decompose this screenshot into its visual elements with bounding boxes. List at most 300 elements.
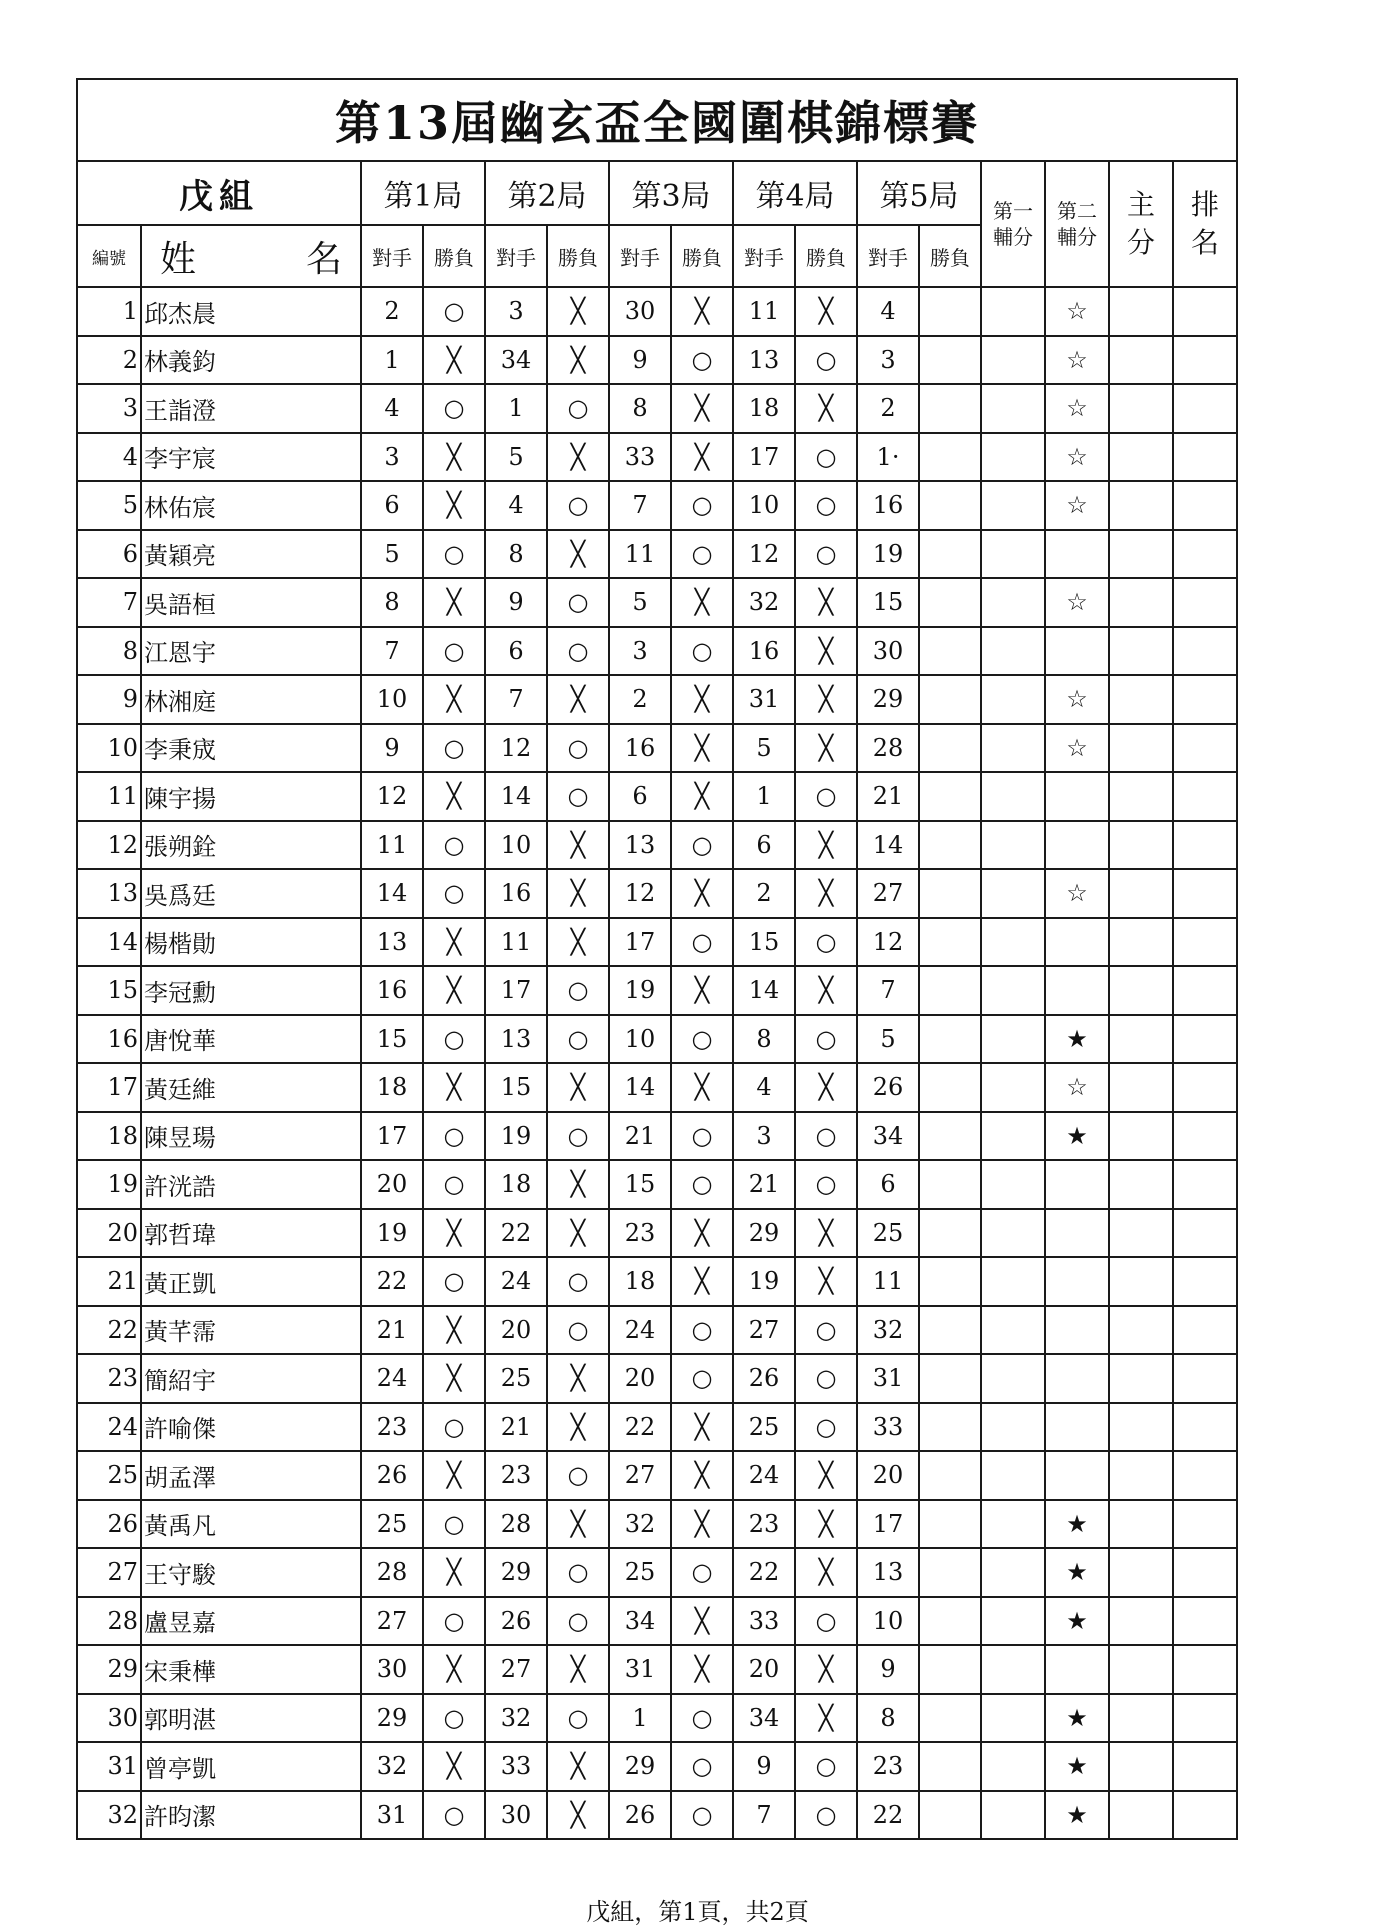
result-cell: ╳ — [423, 918, 485, 967]
opponent-cell: 21 — [361, 1306, 423, 1355]
opponent-cell: 5 — [609, 578, 671, 627]
main-score-cell — [1109, 433, 1173, 482]
aux-score-1-cell — [981, 578, 1045, 627]
player-name: 唐悅華 — [141, 1015, 361, 1064]
rank-cell — [1173, 1500, 1237, 1549]
result-cell: ╳ — [671, 578, 733, 627]
player-number: 30 — [77, 1694, 141, 1743]
opponent-cell: 8 — [857, 1694, 919, 1743]
opponent-cell: 4 — [733, 1063, 795, 1112]
opponent-cell: 9 — [361, 724, 423, 773]
aux-score-1-cell — [981, 1645, 1045, 1694]
result-cell: ╳ — [671, 1645, 733, 1694]
opponent-cell: 23 — [609, 1209, 671, 1258]
aux-score-1-cell — [981, 1791, 1045, 1840]
main-score-cell — [1109, 1645, 1173, 1694]
opponent-cell: 30 — [609, 287, 671, 336]
player-name: 李冠勳 — [141, 966, 361, 1015]
opponent-cell: 9 — [485, 578, 547, 627]
rank-cell — [1173, 1645, 1237, 1694]
result-cell: ○ — [671, 1548, 733, 1597]
no-header: 編號 — [77, 225, 141, 287]
opponent-cell: 21 — [857, 772, 919, 821]
result-cell: ○ — [795, 1306, 857, 1355]
table-row — [77, 433, 1237, 482]
result-cell — [919, 1015, 981, 1064]
opponent-cell: 16 — [857, 481, 919, 530]
opponent-cell: 21 — [485, 1403, 547, 1452]
aux-score-2-cell — [1045, 1645, 1109, 1694]
table-row — [77, 287, 1237, 336]
result-cell: ╳ — [671, 384, 733, 433]
player-name: 李秉宬 — [141, 724, 361, 773]
result-cell: ○ — [671, 1015, 733, 1064]
opponent-cell: 2 — [609, 675, 671, 724]
aux-score-1-cell — [981, 966, 1045, 1015]
main-score-cell — [1109, 1694, 1173, 1743]
result-cell: ○ — [423, 724, 485, 773]
result-cell: ○ — [423, 869, 485, 918]
result-cell: ○ — [547, 724, 609, 773]
result-cell: ○ — [671, 1112, 733, 1161]
rank-cell — [1173, 1306, 1237, 1355]
result-cell — [919, 336, 981, 385]
opponent-cell: 2 — [857, 384, 919, 433]
aux-score-1-cell — [981, 433, 1045, 482]
result-cell: ○ — [795, 1015, 857, 1064]
aux-score-2-cell: ★ — [1045, 1694, 1109, 1743]
result-cell: ○ — [671, 821, 733, 870]
result-cell: ╳ — [795, 1063, 857, 1112]
aux-score-2-cell — [1045, 966, 1109, 1015]
result-cell: ╳ — [671, 1063, 733, 1112]
player-name: 黃穎亮 — [141, 530, 361, 579]
opponent-cell: 10 — [857, 1597, 919, 1646]
result-cell: ╳ — [547, 869, 609, 918]
aux-score-2-cell — [1045, 1209, 1109, 1258]
rank-cell — [1173, 1791, 1237, 1840]
opponent-cell: 5 — [485, 433, 547, 482]
main-score-label-a: 主 — [1126, 188, 1155, 221]
result-cell — [919, 1257, 981, 1306]
result-cell — [919, 1209, 981, 1258]
opponent-cell: 25 — [733, 1403, 795, 1452]
result-cell — [919, 821, 981, 870]
player-name: 曾亭凱 — [141, 1742, 361, 1791]
result-cell: ╳ — [795, 1209, 857, 1258]
aux1-label-b: 輔分 — [993, 225, 1033, 249]
result-cell: ○ — [795, 1791, 857, 1840]
player-number: 20 — [77, 1209, 141, 1258]
aux-score-2-cell: ★ — [1045, 1548, 1109, 1597]
main-score-cell — [1109, 1597, 1173, 1646]
player-name: 張朔銓 — [141, 821, 361, 870]
aux-score-1-cell — [981, 1403, 1045, 1452]
table-row — [77, 1354, 1237, 1403]
result-cell: ○ — [795, 918, 857, 967]
opponent-cell: 1 — [485, 384, 547, 433]
table-row — [77, 1257, 1237, 1306]
opponent-cell: 4 — [361, 384, 423, 433]
opponent-cell: 28 — [485, 1500, 547, 1549]
player-number: 27 — [77, 1548, 141, 1597]
result-cell: ╳ — [423, 1209, 485, 1258]
main-score-cell — [1109, 336, 1173, 385]
opponent-cell: 32 — [609, 1500, 671, 1549]
result-cell — [919, 1160, 981, 1209]
result-cell: ╳ — [671, 287, 733, 336]
aux-score-1-cell — [981, 772, 1045, 821]
result-cell: ╳ — [423, 1742, 485, 1791]
result-cell — [919, 1112, 981, 1161]
aux-score-2-cell: ☆ — [1045, 336, 1109, 385]
main-score-cell — [1109, 578, 1173, 627]
result-cell: ╳ — [547, 1160, 609, 1209]
result-cell: ○ — [795, 772, 857, 821]
opponent-cell: 6 — [857, 1160, 919, 1209]
rank-cell — [1173, 1451, 1237, 1500]
result-cell: ○ — [795, 1112, 857, 1161]
player-name: 許喻傑 — [141, 1403, 361, 1452]
opponent-cell: 14 — [733, 966, 795, 1015]
main-score-cell — [1109, 966, 1173, 1015]
aux-score-2-cell — [1045, 1354, 1109, 1403]
player-name: 林佑宸 — [141, 481, 361, 530]
opponent-cell: 11 — [361, 821, 423, 870]
opponent-cell: 33 — [485, 1742, 547, 1791]
aux-score-2-cell — [1045, 772, 1109, 821]
opponent-cell: 30 — [857, 627, 919, 676]
opponent-cell: 31 — [857, 1354, 919, 1403]
result-cell: ╳ — [671, 1597, 733, 1646]
main-score-cell — [1109, 821, 1173, 870]
opponent-cell: 25 — [361, 1500, 423, 1549]
player-number: 11 — [77, 772, 141, 821]
table-row — [77, 384, 1237, 433]
player-number: 26 — [77, 1500, 141, 1549]
aux-score-2-cell: ☆ — [1045, 578, 1109, 627]
aux-score-2-cell — [1045, 627, 1109, 676]
opponent-cell: 1 — [733, 772, 795, 821]
result-cell: ╳ — [795, 1694, 857, 1743]
opponent-cell: 15 — [733, 918, 795, 967]
result-cell: ○ — [547, 1015, 609, 1064]
aux-score-1-cell — [981, 1694, 1045, 1743]
opponent-cell: 19 — [485, 1112, 547, 1161]
result-cell: ○ — [671, 1160, 733, 1209]
main-score-cell — [1109, 1015, 1173, 1064]
opponent-cell: 6 — [609, 772, 671, 821]
player-name: 王詣澄 — [141, 384, 361, 433]
opponent-cell: 20 — [857, 1451, 919, 1500]
result-cell: ○ — [671, 336, 733, 385]
player-name: 許昀潔 — [141, 1791, 361, 1840]
table-row — [77, 1597, 1237, 1646]
main-score-cell — [1109, 1548, 1173, 1597]
result-cell: ╳ — [547, 1209, 609, 1258]
aux-score-1-cell — [981, 530, 1045, 579]
aux-score-2-cell: ☆ — [1045, 724, 1109, 773]
player-name: 郭哲瑋 — [141, 1209, 361, 1258]
table-row — [77, 724, 1237, 773]
opponent-cell: 5 — [733, 724, 795, 773]
aux1-label-a: 第一 — [993, 199, 1033, 223]
rank-cell — [1173, 287, 1237, 336]
table-row — [77, 578, 1237, 627]
result-cell: ○ — [547, 1694, 609, 1743]
result-cell: ○ — [423, 384, 485, 433]
result-cell: ○ — [795, 1403, 857, 1452]
result-cell — [919, 1645, 981, 1694]
opponent-cell: 24 — [733, 1451, 795, 1500]
opponent-header: 對手 — [609, 225, 671, 287]
player-number: 32 — [77, 1791, 141, 1840]
main-score-cell — [1109, 287, 1173, 336]
result-cell: ╳ — [547, 675, 609, 724]
result-cell — [919, 1500, 981, 1549]
opponent-cell: 27 — [857, 869, 919, 918]
player-number: 23 — [77, 1354, 141, 1403]
player-number: 8 — [77, 627, 141, 676]
opponent-cell: 16 — [361, 966, 423, 1015]
player-name: 李宇宸 — [141, 433, 361, 482]
aux-score-1-cell — [981, 1063, 1045, 1112]
result-cell: ○ — [423, 530, 485, 579]
opponent-cell: 19 — [609, 966, 671, 1015]
player-name: 邱杰晨 — [141, 287, 361, 336]
result-cell: ╳ — [795, 1500, 857, 1549]
opponent-cell: 15 — [361, 1015, 423, 1064]
result-cell: ○ — [795, 481, 857, 530]
result-cell: ╳ — [795, 1645, 857, 1694]
main-score-cell — [1109, 1160, 1173, 1209]
opponent-cell: 29 — [485, 1548, 547, 1597]
aux-score-1-cell — [981, 1257, 1045, 1306]
opponent-header: 對手 — [857, 225, 919, 287]
opponent-cell: 17 — [857, 1500, 919, 1549]
result-cell — [919, 675, 981, 724]
player-number: 10 — [77, 724, 141, 773]
main-score-cell — [1109, 1063, 1173, 1112]
opponent-cell: 24 — [609, 1306, 671, 1355]
result-cell: ╳ — [795, 1451, 857, 1500]
result-cell: ╳ — [671, 869, 733, 918]
table-row — [77, 1063, 1237, 1112]
opponent-cell: 20 — [361, 1160, 423, 1209]
aux-score-2-cell: ★ — [1045, 1015, 1109, 1064]
result-cell: ○ — [671, 1694, 733, 1743]
result-cell: ○ — [547, 627, 609, 676]
opponent-cell: 14 — [485, 772, 547, 821]
result-header: 勝負 — [919, 225, 981, 287]
opponent-cell: 12 — [361, 772, 423, 821]
opponent-cell: 29 — [857, 675, 919, 724]
opponent-cell: 14 — [361, 869, 423, 918]
opponent-cell: 33 — [857, 1403, 919, 1452]
result-cell: ○ — [423, 287, 485, 336]
aux-score-2-cell: ☆ — [1045, 1063, 1109, 1112]
opponent-cell: 18 — [733, 384, 795, 433]
aux-score-1-cell — [981, 1354, 1045, 1403]
name-header-b: 名 — [306, 238, 343, 280]
player-number: 1 — [77, 287, 141, 336]
aux-score-2-cell — [1045, 1160, 1109, 1209]
player-name: 胡孟澤 — [141, 1451, 361, 1500]
aux-score-2-cell: ☆ — [1045, 433, 1109, 482]
opponent-cell: 14 — [609, 1063, 671, 1112]
aux-score-2-cell — [1045, 530, 1109, 579]
opponent-cell: 6 — [733, 821, 795, 870]
main-score-cell — [1109, 724, 1173, 773]
rank-cell — [1173, 1015, 1237, 1064]
opponent-cell: 10 — [733, 481, 795, 530]
main-score-label-b: 分 — [1126, 226, 1155, 259]
opponent-cell: 20 — [733, 1645, 795, 1694]
opponent-cell: 3 — [361, 433, 423, 482]
result-cell: ╳ — [547, 433, 609, 482]
aux-score-2-cell: ★ — [1045, 1597, 1109, 1646]
player-name: 簡紹宇 — [141, 1354, 361, 1403]
result-cell: ╳ — [547, 1645, 609, 1694]
main-score-cell — [1109, 1354, 1173, 1403]
round-2-header: 第2局 — [485, 161, 609, 225]
player-name: 許洸誥 — [141, 1160, 361, 1209]
player-number: 29 — [77, 1645, 141, 1694]
opponent-cell: 23 — [857, 1742, 919, 1791]
aux-score-1-cell — [981, 1451, 1045, 1500]
opponent-cell: 22 — [733, 1548, 795, 1597]
result-cell: ╳ — [795, 724, 857, 773]
name-header-a: 姓 — [159, 238, 196, 280]
opponent-cell: 19 — [857, 530, 919, 579]
opponent-cell: 16 — [733, 627, 795, 676]
result-cell: ╳ — [423, 1451, 485, 1500]
result-cell: ○ — [423, 1791, 485, 1840]
opponent-cell: 16 — [609, 724, 671, 773]
aux-score-1-cell — [981, 821, 1045, 870]
result-cell: ○ — [795, 336, 857, 385]
result-cell: ○ — [547, 578, 609, 627]
opponent-cell: 3 — [609, 627, 671, 676]
result-cell: ○ — [671, 1742, 733, 1791]
player-name: 盧昱嘉 — [141, 1597, 361, 1646]
opponent-cell: 16 — [485, 869, 547, 918]
result-cell: ╳ — [795, 869, 857, 918]
aux-score-1-cell — [981, 869, 1045, 918]
opponent-cell: 6 — [485, 627, 547, 676]
opponent-header: 對手 — [733, 225, 795, 287]
opponent-cell: 22 — [485, 1209, 547, 1258]
aux-score-1-cell — [981, 1209, 1045, 1258]
result-cell: ╳ — [547, 530, 609, 579]
opponent-cell: 27 — [361, 1597, 423, 1646]
opponent-cell: 2 — [361, 287, 423, 336]
result-cell — [919, 1403, 981, 1452]
opponent-cell: 5 — [361, 530, 423, 579]
player-name: 陳昱瑒 — [141, 1112, 361, 1161]
player-name: 吳語桓 — [141, 578, 361, 627]
table-row — [77, 772, 1237, 821]
opponent-cell: 10 — [609, 1015, 671, 1064]
player-number: 3 — [77, 384, 141, 433]
rank-cell — [1173, 1063, 1237, 1112]
main-score-cell — [1109, 675, 1173, 724]
result-cell — [919, 918, 981, 967]
result-cell — [919, 627, 981, 676]
aux-score-2-cell — [1045, 1403, 1109, 1452]
result-cell: ╳ — [423, 675, 485, 724]
opponent-cell: 23 — [485, 1451, 547, 1500]
result-cell: ○ — [547, 1451, 609, 1500]
result-cell: ○ — [671, 1354, 733, 1403]
result-cell: ╳ — [547, 1791, 609, 1840]
rank-cell — [1173, 578, 1237, 627]
opponent-cell: 18 — [609, 1257, 671, 1306]
player-number: 6 — [77, 530, 141, 579]
opponent-cell: 26 — [733, 1354, 795, 1403]
result-cell: ╳ — [795, 287, 857, 336]
result-cell: ╳ — [795, 675, 857, 724]
opponent-cell: 7 — [361, 627, 423, 676]
opponent-cell: 15 — [857, 578, 919, 627]
player-name: 楊楷勛 — [141, 918, 361, 967]
opponent-cell: 32 — [485, 1694, 547, 1743]
table-row — [77, 918, 1237, 967]
result-cell — [919, 1306, 981, 1355]
result-cell: ╳ — [671, 433, 733, 482]
rank-cell — [1173, 821, 1237, 870]
table-row — [77, 1791, 1237, 1840]
opponent-cell: 26 — [609, 1791, 671, 1840]
result-cell — [919, 530, 981, 579]
rank-cell — [1173, 627, 1237, 676]
player-number: 12 — [77, 821, 141, 870]
rank-cell — [1173, 384, 1237, 433]
result-cell: ○ — [423, 1112, 485, 1161]
opponent-cell: 18 — [485, 1160, 547, 1209]
result-cell — [919, 481, 981, 530]
aux-score-1-cell — [981, 384, 1045, 433]
result-cell — [919, 287, 981, 336]
result-cell: ╳ — [795, 1257, 857, 1306]
opponent-cell: 34 — [733, 1694, 795, 1743]
aux-score-2-cell: ☆ — [1045, 384, 1109, 433]
table-row — [77, 1451, 1237, 1500]
main-score-cell — [1109, 1306, 1173, 1355]
result-cell: ╳ — [795, 578, 857, 627]
table-row — [77, 1015, 1237, 1064]
player-number: 7 — [77, 578, 141, 627]
aux-score-1-cell — [981, 1306, 1045, 1355]
opponent-cell: 21 — [733, 1160, 795, 1209]
aux-score-1-cell — [981, 1015, 1045, 1064]
result-cell: ○ — [423, 1160, 485, 1209]
result-header: 勝負 — [795, 225, 857, 287]
opponent-cell: 12 — [733, 530, 795, 579]
result-cell: ○ — [795, 433, 857, 482]
main-score-header — [1109, 161, 1173, 287]
table-row — [77, 481, 1237, 530]
opponent-cell: 10 — [485, 821, 547, 870]
opponent-cell: 22 — [361, 1257, 423, 1306]
opponent-cell: 14 — [857, 821, 919, 870]
opponent-cell: 4 — [857, 287, 919, 336]
player-number: 4 — [77, 433, 141, 482]
result-cell: ○ — [423, 1694, 485, 1743]
result-cell: ╳ — [423, 1354, 485, 1403]
aux-score-1-cell — [981, 1500, 1045, 1549]
result-cell: ○ — [671, 1306, 733, 1355]
